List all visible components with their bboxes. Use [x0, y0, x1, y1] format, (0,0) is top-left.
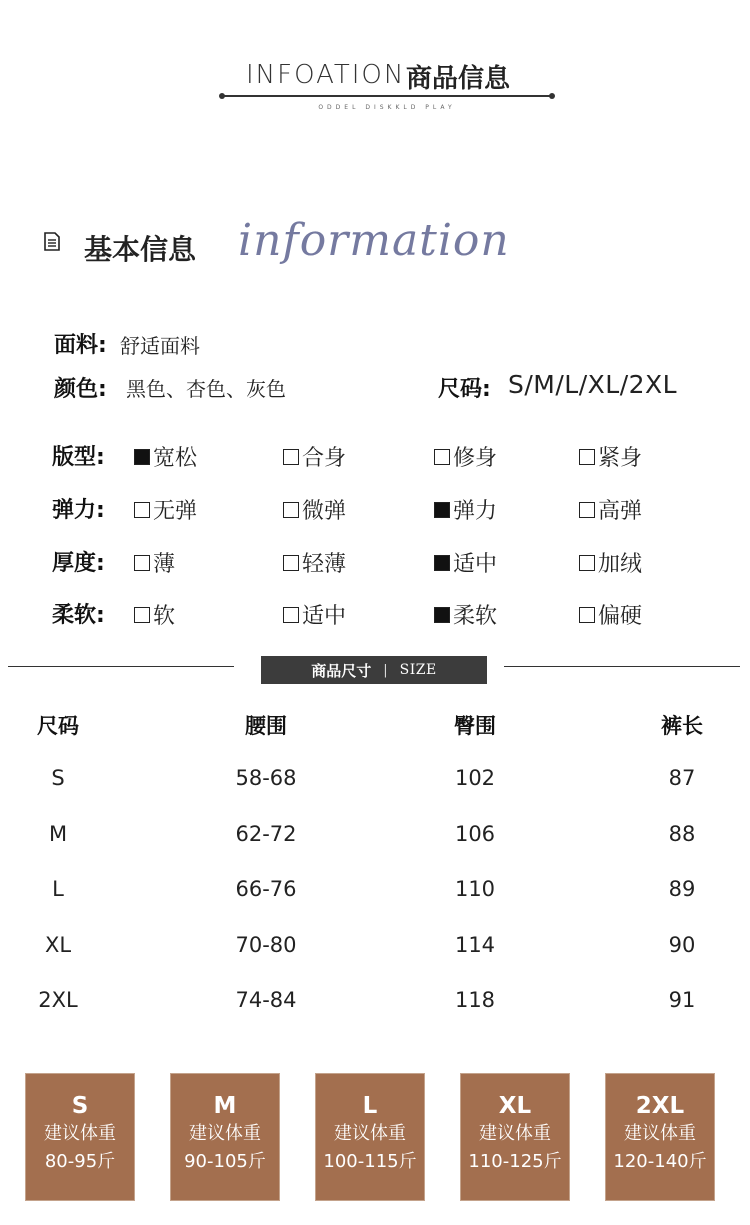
header-divider-dot-left: [219, 93, 225, 99]
table-cell: 118: [454, 988, 496, 1012]
table-cell: 70-80: [235, 933, 297, 957]
table-cell: 62-72: [235, 822, 297, 846]
attribute-option-label: 柔软: [453, 604, 498, 629]
attribute-option-label: 轻薄: [302, 552, 347, 577]
table-cell: 74-84: [235, 988, 297, 1012]
section-script-title: information: [238, 215, 510, 266]
unchecked-box-icon: [134, 555, 150, 571]
header-divider-dot-right: [549, 93, 555, 99]
size-section-title-cn: 商品尺寸: [311, 661, 372, 680]
header-subtitle: ODDEL DISKKLD PLAY: [318, 104, 456, 111]
attribute-option: [579, 494, 642, 525]
color-value: 黑色、杏色、灰色: [126, 377, 286, 401]
weight-card-label: 建议体重: [479, 1123, 551, 1144]
weight-card: [461, 1074, 569, 1200]
weight-card: [171, 1074, 279, 1200]
attribute-option-label: 薄: [153, 552, 176, 577]
attribute-option: [434, 599, 497, 630]
unchecked-box-icon: [579, 449, 595, 465]
checked-box-icon: [434, 555, 450, 571]
weight-card-label: 建议体重: [44, 1123, 116, 1144]
attribute-option-label: 无弹: [153, 499, 198, 524]
table-header-cell: 尺码: [37, 714, 79, 738]
size-label: 尺码:: [438, 377, 491, 402]
unchecked-box-icon: [579, 502, 595, 518]
attribute-option: [134, 599, 175, 630]
table-cell: S: [51, 766, 65, 790]
attribute-option-label: 弹力: [453, 499, 498, 524]
table-cell: L: [52, 877, 64, 901]
color-label: 颜色:: [54, 377, 107, 402]
table-cell: 89: [668, 877, 696, 901]
size-value: S/M/L/XL/2XL: [508, 370, 678, 399]
unchecked-box-icon: [434, 449, 450, 465]
table-cell: 66-76: [235, 877, 297, 901]
attribute-label: 弹力:: [52, 498, 105, 523]
attribute-option-label: 修身: [453, 446, 498, 471]
attribute-option: [283, 547, 346, 578]
header-divider: [222, 95, 552, 97]
table-cell: 87: [668, 766, 696, 790]
unchecked-box-icon: [283, 555, 299, 571]
checked-box-icon: [134, 449, 150, 465]
attribute-option-label: 加绒: [598, 552, 643, 577]
attribute-option: [134, 441, 197, 472]
weight-card-range: 110-125斤: [468, 1151, 562, 1172]
attribute-label: 版型:: [52, 445, 105, 470]
weight-card: [606, 1074, 714, 1200]
size-section-separator: |: [383, 662, 388, 678]
attribute-option: [134, 494, 197, 525]
table-header-cell: 腰围: [245, 714, 287, 738]
document-icon: [44, 232, 60, 251]
table-cell: 102: [454, 766, 496, 790]
weight-card-range: 100-115斤: [323, 1151, 417, 1172]
unchecked-box-icon: [283, 449, 299, 465]
attribute-option-label: 适中: [453, 552, 498, 577]
attribute-label: 柔软:: [52, 603, 105, 628]
attribute-option-label: 高弹: [598, 499, 643, 524]
attribute-option: [434, 547, 497, 578]
weight-card-range: 120-140斤: [613, 1151, 707, 1172]
attribute-option-label: 宽松: [153, 446, 198, 471]
table-cell: 88: [668, 822, 696, 846]
table-header-cell: 裤长: [661, 714, 703, 738]
checked-box-icon: [434, 607, 450, 623]
divider-left: [8, 666, 234, 667]
weight-card-range: 90-105斤: [184, 1151, 266, 1172]
header-title-cn: 商品信息: [406, 64, 511, 94]
header-title-en: INFOATION: [246, 60, 406, 90]
weight-card-size: M: [213, 1093, 237, 1119]
table-cell: 2XL: [38, 988, 78, 1012]
table-cell: 58-68: [235, 766, 297, 790]
attribute-option: [283, 599, 346, 630]
table-cell: 106: [454, 822, 496, 846]
weight-card-label: 建议体重: [624, 1123, 696, 1144]
weight-card: [316, 1074, 424, 1200]
attribute-option: [283, 494, 346, 525]
weight-card: [26, 1074, 134, 1200]
checked-box-icon: [434, 502, 450, 518]
attribute-option-label: 微弹: [302, 499, 347, 524]
table-cell: M: [48, 822, 68, 846]
table-cell: 110: [454, 877, 496, 901]
unchecked-box-icon: [579, 555, 595, 571]
attribute-option-label: 软: [153, 604, 176, 629]
weight-card-label: 建议体重: [334, 1123, 406, 1144]
weight-card-size: 2XL: [635, 1093, 685, 1119]
table-header-cell: 臀围: [454, 714, 496, 738]
weight-card-size: S: [71, 1093, 89, 1119]
attribute-option: [579, 599, 642, 630]
attribute-option: [283, 441, 346, 472]
attribute-option-label: 紧身: [598, 446, 643, 471]
weight-card-size: XL: [498, 1093, 532, 1119]
attribute-option-label: 适中: [302, 604, 347, 629]
table-cell: 90: [668, 933, 696, 957]
attribute-option: [579, 441, 642, 472]
attribute-option: [434, 494, 497, 525]
weight-card-label: 建议体重: [189, 1123, 261, 1144]
section-title: 基本信息: [84, 233, 197, 266]
table-cell: 114: [454, 933, 496, 957]
fabric-value: 舒适面料: [120, 334, 200, 358]
attribute-option: [434, 441, 497, 472]
table-cell: 91: [668, 988, 696, 1012]
unchecked-box-icon: [283, 607, 299, 623]
unchecked-box-icon: [134, 607, 150, 623]
size-section-bar: [261, 656, 487, 684]
attribute-label: 厚度:: [52, 551, 105, 576]
table-cell: XL: [44, 933, 72, 957]
size-section-title-en: SIZE: [399, 662, 437, 678]
attribute-option-label: 偏硬: [598, 604, 643, 629]
weight-card-size: L: [362, 1093, 378, 1119]
attribute-option: [134, 547, 175, 578]
unchecked-box-icon: [134, 502, 150, 518]
divider-right: [504, 666, 740, 667]
unchecked-box-icon: [579, 607, 595, 623]
weight-card-range: 80-95斤: [44, 1151, 116, 1172]
attribute-option: [579, 547, 642, 578]
fabric-label: 面料:: [54, 333, 107, 358]
unchecked-box-icon: [283, 502, 299, 518]
attribute-option-label: 合身: [302, 446, 347, 471]
